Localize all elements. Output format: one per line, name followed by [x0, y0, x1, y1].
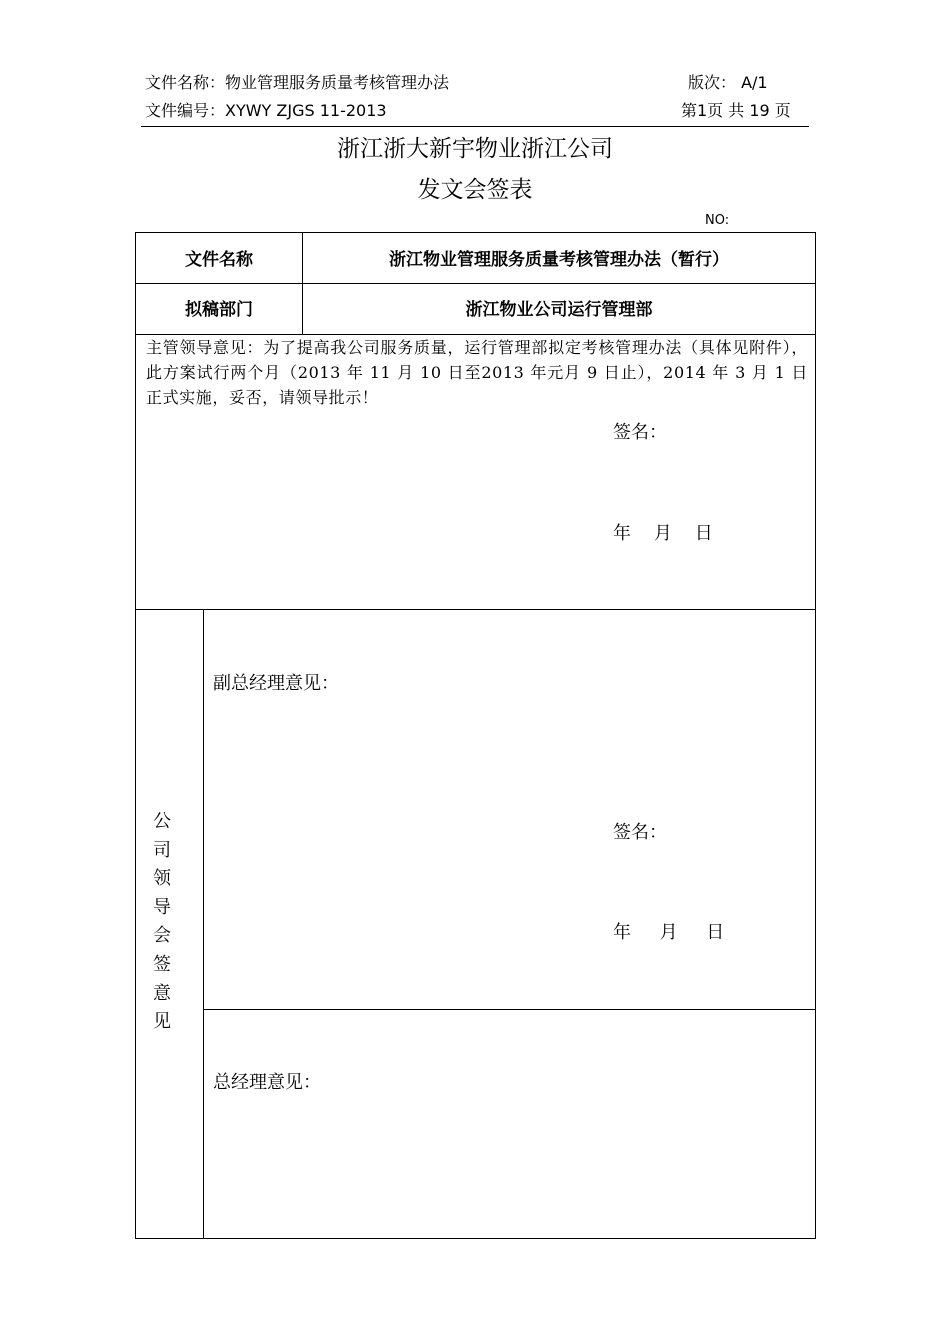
deputy-gm-opinion-label: 副总经理意见：: [213, 673, 339, 694]
file-name-value: 浙江物业管理服务质量考核管理办法（暂行）: [389, 250, 729, 270]
deputy-signature-label: 签名：: [613, 822, 667, 843]
version-header: 版次： A/1: [688, 73, 768, 92]
gm-opinion-label: 总经理意见：: [213, 1072, 321, 1093]
column-divider: [203, 609, 204, 1238]
row-divider: [203, 1009, 815, 1010]
row-divider: [136, 609, 815, 610]
doc-number-header: 文件编号：XYWY ZJGS 11-2013: [145, 101, 387, 120]
date-label: 年 月 日: [613, 523, 713, 544]
header-divider: [141, 126, 809, 127]
countersign-table: [135, 232, 816, 1239]
drafting-dept-label: 拟稿部门: [185, 300, 253, 320]
doc-name-header: 文件名称：物业管理服务质量考核管理办法: [145, 73, 450, 92]
form-title: 发文会签表: [417, 177, 533, 203]
page-info-header: 第1页 共 19 页: [681, 101, 791, 120]
deputy-date-label: 年 月 日: [613, 922, 725, 943]
row-divider: [136, 283, 815, 284]
supervisor-opinion: 主管领导意见：为了提高我公司服务质量，运行管理部拟定考核管理办法（具体见附件），此方案试行两个月（2013 年 11 月 10 日至2013 年元月 9 日止），2014 年 3 月 1 日正式实施，妥否，请领导批示！: [146, 338, 808, 407]
company-title: 浙江浙大新宇物业浙江公司: [337, 136, 613, 162]
file-name-label: 文件名称: [185, 250, 253, 270]
signature-label: 签名：: [613, 422, 667, 443]
leader-countersign-label: 公 司 领 导 会 签 意 见: [153, 811, 171, 1033]
no-label: NO:: [705, 213, 730, 228]
drafting-dept-value: 浙江物业公司运行管理部: [465, 300, 653, 320]
